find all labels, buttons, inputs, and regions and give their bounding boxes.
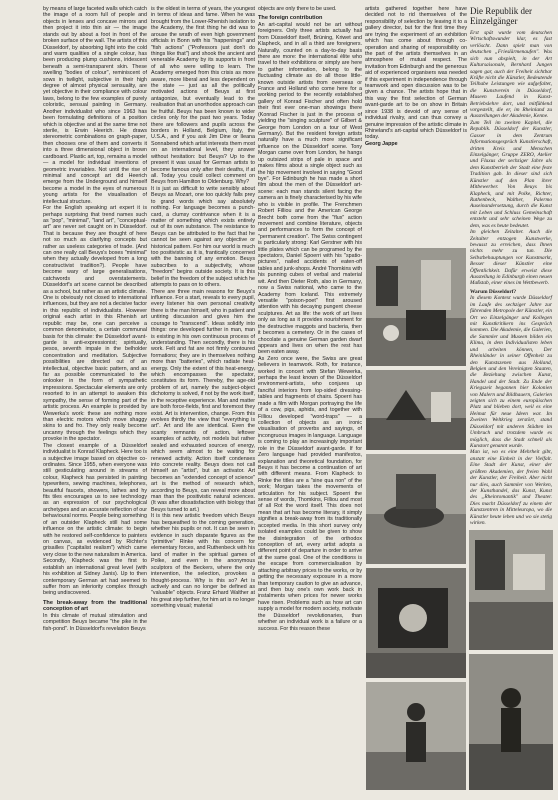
photo-installation-room <box>366 248 466 366</box>
german-paragraph: Man ist, wo es eine Mehrheit gibt, anstatt eine Einheit in der Vielfalt. Eine Stadt der Kunst, einer der größten Akademien, der freien Wahl der Kunstler, der Freiheit. Aber nicht nur dies, auch Sammler von Werken, der Kunsthandel, das Kunst, Kunst des „Rheinromantik" und Theater. Dies macht Düsseldorf zu einem der Kunstzentren in Mitteleuropa, wo die Künstler heute leben und wo sie stetig wirken. <box>470 449 552 527</box>
german-paragraph: In diesem Kontext wurde Düsseldorf im Laufe des sechziger Jahre zur führenden Metropole der Künstler, ein Ort wo Einzelgänger und Kollegen mit Kunstkritikern ins Gespräch kommen. Die Akademie, die Galerien, die Sammler und Museen bilden ein Klima, in dem Individualisten leben und arbeiten können, Der Rheinländer in seiner Offenheit zu den Kunstszenen aus Holland, Belgien und den Vereinigten Staaten, die Beziehung zwischen Kunst, Handel und der Stadt. Zu Ende der Kriegszeit begannen hier Kolonien von Malern und Bildhauern, Galerien zeigten sich zu einem europäischen Platz und blieben dort, weil es eine Heimat für neue Ideen war. Im Zweiten Weltkrieg zerstört, stand Düsseldorf mit anderen Städten im Umbruch und trotzdem wurde es möglich, dass die Stadt schnell als Kunstort genannt wurde. <box>470 295 552 449</box>
section-heading: The break-away from the traditional conception of art <box>43 599 149 613</box>
photo-sculpture-objects <box>366 370 466 450</box>
german-section-heading: Warum Düsseldorf? <box>470 288 517 295</box>
photo-machine <box>366 568 466 678</box>
photo-object-on-floor <box>366 454 466 564</box>
english-column-2 <box>151 6 255 610</box>
german-paragraph: Zum Teil im zweiten Kapitel, die Republik. Düsseldorf der Kunstler, Gasser in dem Zentrum Informationsgespräch Kunstlerschaft, dritten Kreis und Menschen Einzelgänger, Gruppe ZERO, Atelier und Fluxus der sechziger Jahre als dem Kunstbetrieb der Stadt eine feste Tradition gab. In dieser sind sich Künstler auf den Plan ihrer Mitbewerber. Von Beuys bis Klapheck, und mit Polke, Richter, Ruthenbeck, Walther, Palermo Auseinandersetzung, durch die Kunst mit Leben und Schluss Gemeinschaft entsteht und sehr scheinen Wege zu dem, was es heute bedeutet. <box>470 119 552 229</box>
paragraph: is the oldest in terms of years, the youngest in terms of ideas and fame. When he was brought from the Lower-Rhenish isolation to the Academy, the first thing he did was to arouse the wrath of even high government officials in Bonn with his "happenings" and "fish actions" ("Professors just don't do things like that") and shook the ancient and venerable Academy by its supports in front of all who were willing to learn. The Academy emerged from this crisis as more aware, more liberal and less dependent on the state — just as all the politically motivated actions of Beuys at first antagonize, but eventually lead to the realisation that an unorthodox approach can be fruitful. Beuys has been known to wider circles only for the past two years. Today there are followers and pupils across the borders in Holland, Belgium, Italy, the U.S.A., and if you ask Jim Dine or Ileana Sonnabend which artist interests them most on an international level, they answer without hesitation: but Beuys? Up to the present it was usual for German artists to become famous only after their deaths, if at all. Today you could collect comment on Beuys from Hamilton to Oldenburg. Why? <box>151 6 257 186</box>
photo-artist-figure <box>366 682 466 790</box>
paragraph: by means of large faceted walls which catch the image of a room full of people and objects in lenses and concave mirrors and then project it into thin air — the image stands out by about a foot in front of the broken surface of the wall. The artists of this Düsseldorf, by absorbing light into the cold and warm qualities of a single colour, has been producing plump cushions, iridescent beneath a semi-transparent skin. These swelling "bodies of colour", reminiscent of sows in twilight, subjective in their high degree of almost physical sensuality, are yet objective in their compliance with colour laws, belong to the few examples of purely coloristic, sensual painting in Germany. Another individualist who since 1963 has been formulating definitions of a position which is objective and at the same time not sterile, is Erwin Heerich. He draws stereometric combinations on graph-paper, then chooses one of them and converts it into a three dimensional object in brown cardboard. Plastic art, top, remains a model — a model for individual inventions of geometric invariables. Not until the rise of minimal and concept art did Heerich emerge from the Underground and himself become a model in the eyes of numerous young artists for the visualisation of intellectual structure. <box>43 6 149 205</box>
paragraph: The closest example of a Düsseldorf individualist is Konrad Klapheck. Here too is a subjective image based on objective co-ordinates. Since 1955, when everyone was still gesticulating around in streams of colour, Klapheck has persisted in painting typewriters, sewing machines, telephones, beautiful faucets, showers, lathes and hy fits tiles encourages us to see technology as an expression of our psychological archetypes and an accurate reflection of our behavioural norms. People being something of an outsider Klapheck still had some influence on the artistic climate: to begin with he restored self-confidence to painters on canvas, as evidenced by Richter's grisailles ("capitalist realism") which came very close to the new naturalism in America. Secondly, Klapheck was the first to establish an international great level (with his exhibition at Sidney Janis). Up to then contemporary German art had seemed to suffer from an inferiority complex through being undiscovered. <box>43 442 149 597</box>
photo-figure-right <box>469 654 553 790</box>
paragraph: As Zero once were, the Swiss are great believers in teamwork. Roth, for instance, worked in concert with Stefan Wewerka, perhaps the least known of the Düsseldorf environment-artists, who conjures up fanciful interiors from lop-sided dressing-tables and fragments of chairs. Spoerri has made a film with Morgan portraying the life of a cow, pigs, aphids, and together with Filliou developed "word-traps" — a collection of objects as an ironic visualisation of proverbs and sayings, of incongruous images in language. Language is coming to play an increasingly important role in the Düsseldorf avant-garde. If for Zero language had provided manifestos, explanation and theoretical foundation, for Beuys it has become a continuation of art with different means. From Klapheck to Rinke the titles are a "sine qua non" of the work; Morgan takes the movements of articulation for his subject. Spoerri the sense of words, Thomkins, Filliou and most of all Rot the word itself. This does not mean that art has become literary, it simply signifies a break-away from its traditionally accepted media. In this short survey only isolated examples could be given to show the disintegration of the orthodox conception of art, every artist adopts a different point of departure in order to arrive at the same goal. One of the conditions is the escape from commercialisation by attaching arbitrary prices to the works, or by getting the necessary exposure in a more than temporary caution to give an advance, and then buy one's own work back in instalments when prices for newer works have risen. Problems such as how art can supply a model for modern society, motivate the Düsseldorf revolutionaries, than whether an individual work is a failure or a success. For this reason these <box>258 355 364 632</box>
paragraph: In this climate of mutual stimulation and competition Beuys became "the pike in the fish-pond". In Düsseldorf's revelation Beuys <box>43 612 149 632</box>
section-heading: The foreign contribution <box>258 15 323 22</box>
english-column-1 <box>43 6 147 632</box>
english-column-4 <box>365 6 467 147</box>
paragraph: It is just as difficult to write sensibly about Beuys as Mozart, one too quickly falls prey to grand words which say absolutely nothing. For language becomes a punch-card, a clumsy contrivance when it is a matter of something which exists entirely out of its own substance. The resistance to Beuys can be attributed to the fact that he cannot be seen against any objective or historical pattern. For him our world is much too positivistic as it is, frantically concerned with the banning of any emotion. Beuys subscribes to a subjectivity, whose "freedom" begins outside society. It is this belief in the freedom of the subject which he attempts to pass on to others. <box>151 185 257 289</box>
paragraph: There are three main reasons for Beuys's influence. For a start, reveals to every pupil, every listener his own personal creativity there is the man himself, who in patient and untiring discussion and gives him the courage to "transcend". Ideas solidify into things: one developed further in man, man is existing in his own continuous process of understanding. Then secondly, there is his work. Felt and fat are not firmly contoured formations; they are in themselves nothing more than "batteries", which radiate heat-energy. Only the extent of this heat-energy, which encompasses the spectator, constitutes its form. Thereby, the age-old problem of art, namely the subject-object dichotomy is solved, if not by the work itself, in the receptive experience. Man and matter are both force-fields, first and foremost they exist. Art is intervention, change. From this evolves thirdly the view that "everything is art". Art and life are identical. Even the scanty remnants of action, leftover examples of activity, not models but rather sealed and exhausted sources of energy, which seem almost to be waiting for renewed activity. Action itself condenses into concrete reality. Beuys does not call himself an "artist", but an activator. Art becomes an "extended concept of science" art is the method of research which, according to Beuys, can reveal more about man than the positivistic natural sciences. (It was after dissatisfaction with biology that Beuys turned to art.) <box>151 288 257 513</box>
german-title: Die Republik der Einzelgänger <box>470 6 532 26</box>
paragraph: artists gathered together here have decided not to rid themselves of the responsibility of selection by leaving it to a gallery director, but for the first time they are trying the experiment of an exhibition which has come about through co-operation and sharing of responsibility on the part of the artists themselves in an atmosphere of mutual respect. The invitation from Edinburgh and the generous aid of experienced organisers was needed if this experiment in independence through teamwork and open discussion was to be given a chance. The artists hope that in this way the first selection of German avant-garde art to be on show in Britain since 1938 is devoid of any sense of individual rivalry, and can thus convey a genuine impression of the artistic climate in Rhineland's art-capital which Düsseldorf is today. <box>365 6 469 141</box>
english-column-3 <box>258 6 362 632</box>
german-column <box>470 30 552 526</box>
paragraph: It is this new artistic freedom which Beuys has bequeathed to the coming generation, whether his pupils or not. It can be seen in evidence in such disparate figures as the "primitive" Rinke with his concern for elementary forces, and Ruthenbeck with his land of matter in the spiritual games of Polke, and even in the anonymous sculptors of the Beckers, where the only intervention, the selection, provokes a thought-process. Why is this so? Art is actively and can no longer be defined as "valuable" objects. Franz Erhard Walther at his great step further, for him art is no longer something visual; material <box>151 513 257 610</box>
paragraph: For the English speaking art expert it is perhaps surprising that trend names such as "pop", "minimal", "land art", "conceptual-art" are never set caught on in Düsseldorf. That is because they are thought of here not so much as clarifying concepts but rather as useless categories of trade. (And can one really call Beuys's boxes "minimal" when they actually developed from a long constructivist tradition?). People have become wary of large generalisations, catchwords and overstatements. Düsseldorf's art scene cannot be described as a school, but rather as an artistic climate. One is obviously not closed to international influences, but they are not a decisive factor in this republic of individualists. However original each artist in this Rhenish art republic may be, one can perceive a common denominator, a certain communal basis for this climate: the Düsseldorf avant-garde is anti-expressionist; spiritually, pesos, seventh impale in the belholder concentration and meditation. Subjective possibilities are directed out of an intellectual, objective basic pattern, and as far as possible communicated to the onlooker in the form of sympathetic impressions. Spectacular elements are only resorted to in an attempt to awaken this sympathy, the sense of forming part of the artistic process. An example is provided by Wewerka's work: these are nothing more than electric motors which move shaggy skins to and fro. They only really become uncanny through the feelings which they provoke in the spectator. <box>43 205 149 443</box>
author-byline: Georg Jappe <box>365 140 398 147</box>
paragraph: objects are only there to be used. <box>258 6 337 12</box>
german-paragraph: Im gleichen Zeitalter. Auch die Zeitalter entzogen Kunstwerke, bewusst zu erreichen, dass Ihnen nichts mehr zu tun. Die Selbstbehauptungen vor Kunstmarkt, Besser dieser Künstler eine Öffentlichkeit. Dafür erweist diese Ausstellung in Edinburgh einen neuen Maßstab, einer eines im Wettbewerb. <box>470 229 552 287</box>
paragraph: An art-capital would not be art without foreigners. Only three artists actually hail from Düsseldorf itself, Brüning, Kriwet and Klapheck, and in all a third are foreigners. Naturally, counted on a day-to-day basis there are more: the international élite who travel to their exhibitions or simply are here to gather information, belong to the fluctuating climate as do all those little-known outside artists from overseas or France and Holland who come here for a working period to the recently established gallery of Konrad Fischer and often hold their first ever one-man showings there (Konrad Fischer is just in the process of yielding the "singing sculpture" of Gilbert & George from London on a tour of West Germany). But the resident foreign artists naturally have a much more significant influence on the Düsseldorf scene. Tony Morgan came over from London, he hangs up outsized strips of pale in space and makes films about a single object such as the hip movement involved in saying "Good bye". For Edinburgh he has made a short film about the men of the Düsseldorf art-scene: each man stands silent facing the camera an is finely characterised by his wife who is visible in profile. The Frenchmen Robert Filliou and the American George Brecht both come from the "flux" action movement and combine literature, objects and performances to form the concept of "permanent creation". The Swiss contingent is particularly strong: Karl Gerstner with his little plates which can be programed by the spectators, Daniel Spoerri with his "spatio-pictures", nailed accidents of eaten-off tables and junk-shops. André Thomkins with his punning cubes of verbal and material wit. And then Dieter Roth, also in Germany, now a Swiss national, who came to the Academy from Iceland. This extremely versatile "poison-poet" first aroused attention with his decaying pungent cheese sculptures. Art as life: the work of art lives only as long as it provides nourishment for the destructive maggots and bacteria, then it becomes a cemetery. Or in the cases of chocolate a genuine German garden dwarf appears and lives on when the rest has been eaten away. <box>258 21 364 356</box>
german-paragraph: Erst spät wurde vom deutschen Wirtschaftswunder klar, es fast verlöscht. Dann spielt man von deutschen „Frieslärmenaufen". Was sich nun abspielt, in der Art Kultursaisonale, Bernhard Jungen sagen gar, auch der Freiheit sichtbar Kräfte nicht die Künstler, Bedeutende Teilhabe Leistungen wie aufgefaltet, die Kunstverein in Düsseldorf, Museen Laufend in Kunst-Betriebslehre dort, und mitfühlend vorgestellt, die er, im Rheinland zu Ausstellungen der Akademie, Kenne. <box>470 30 552 120</box>
photo-gallery-right <box>469 530 553 650</box>
